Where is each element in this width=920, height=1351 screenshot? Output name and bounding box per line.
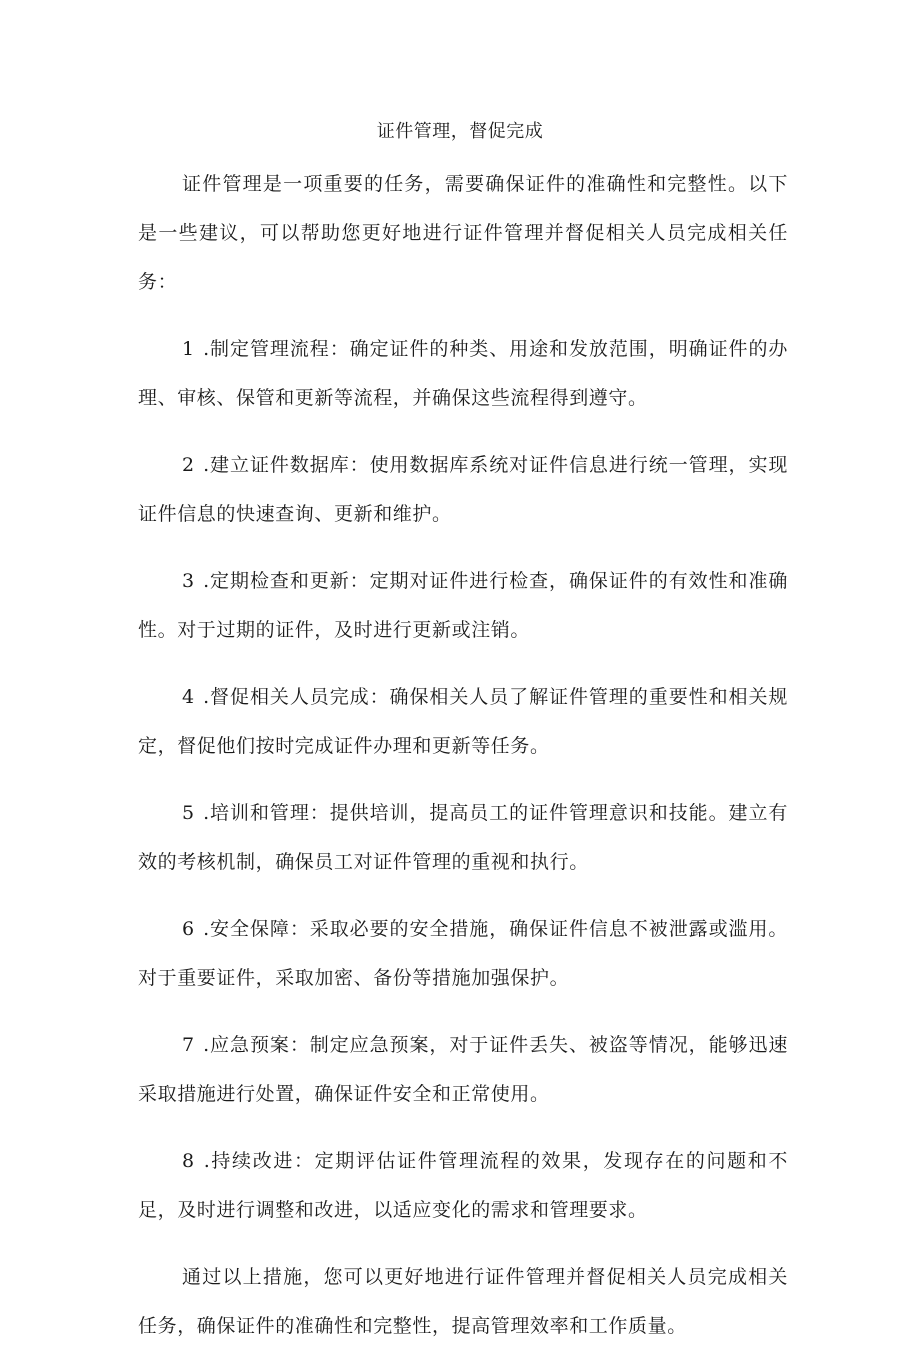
item-number: 7 (182, 1034, 197, 1056)
item-text: .制定管理流程：确定证件的种类、用途和发放范围，明确证件的办理、审核、保管和更新等流程，并确保这些流程得到遵守。 (138, 338, 788, 409)
item-number: 1 (182, 338, 197, 360)
item-text: .持续改进：定期评估证件管理流程的效果，发现存在的问题和不足，及时进行调整和改进，以适应变化的需求和管理要求。 (138, 1150, 788, 1221)
item-number: 8 (182, 1150, 197, 1172)
item-number: 6 (182, 918, 197, 940)
item-number: 2 (182, 454, 197, 476)
list-item (138, 557, 788, 655)
list-item (138, 1137, 788, 1235)
item-text: .建立证件数据库：使用数据库系统对证件信息进行统一管理，实现证件信息的快速查询、更新和维护。 (138, 454, 788, 525)
item-text: .应急预案：制定应急预案，对于证件丢失、被盗等情况，能够迅速采取措施进行处置，确保证件安全和正常使用。 (138, 1034, 788, 1105)
document-body (138, 160, 788, 1351)
item-text: .定期检查和更新：定期对证件进行检查，确保证件的有效性和准确性。对于过期的证件，及时进行更新或注销。 (138, 570, 788, 641)
list-item (138, 441, 788, 539)
item-number: 3 (182, 570, 197, 592)
list-item (138, 905, 788, 1003)
item-number: 5 (182, 802, 197, 824)
list-item (138, 325, 788, 423)
conclusion-paragraph: 通过以上措施，您可以更好地进行证件管理并督促相关人员完成相关任务，确保证件的准确性和完整性，提高管理效率和工作质量。 (138, 1266, 788, 1337)
document-title: 证件管理，督促完成 (376, 121, 544, 142)
item-text: .安全保障：采取必要的安全措施，确保证件信息不被泄露或滥用。对于重要证件，采取加密、备份等措施加强保护。 (138, 918, 788, 989)
list-item (138, 1021, 788, 1119)
item-number: 4 (182, 686, 197, 708)
item-text: .培训和管理：提供培训，提高员工的证件管理意识和技能。建立有效的考核机制，确保员工对证件管理的重视和执行。 (138, 802, 788, 873)
list-item (138, 673, 788, 771)
list-item (138, 789, 788, 887)
intro-paragraph: 证件管理是一项重要的任务，需要确保证件的准确性和完整性。以下是一些建议，可以帮助您更好地进行证件管理并督促相关人员完成相关任务： (138, 173, 788, 293)
item-text: .督促相关人员完成：确保相关人员了解证件管理的重要性和相关规定，督促他们按时完成证件办理和更新等任务。 (138, 686, 788, 757)
